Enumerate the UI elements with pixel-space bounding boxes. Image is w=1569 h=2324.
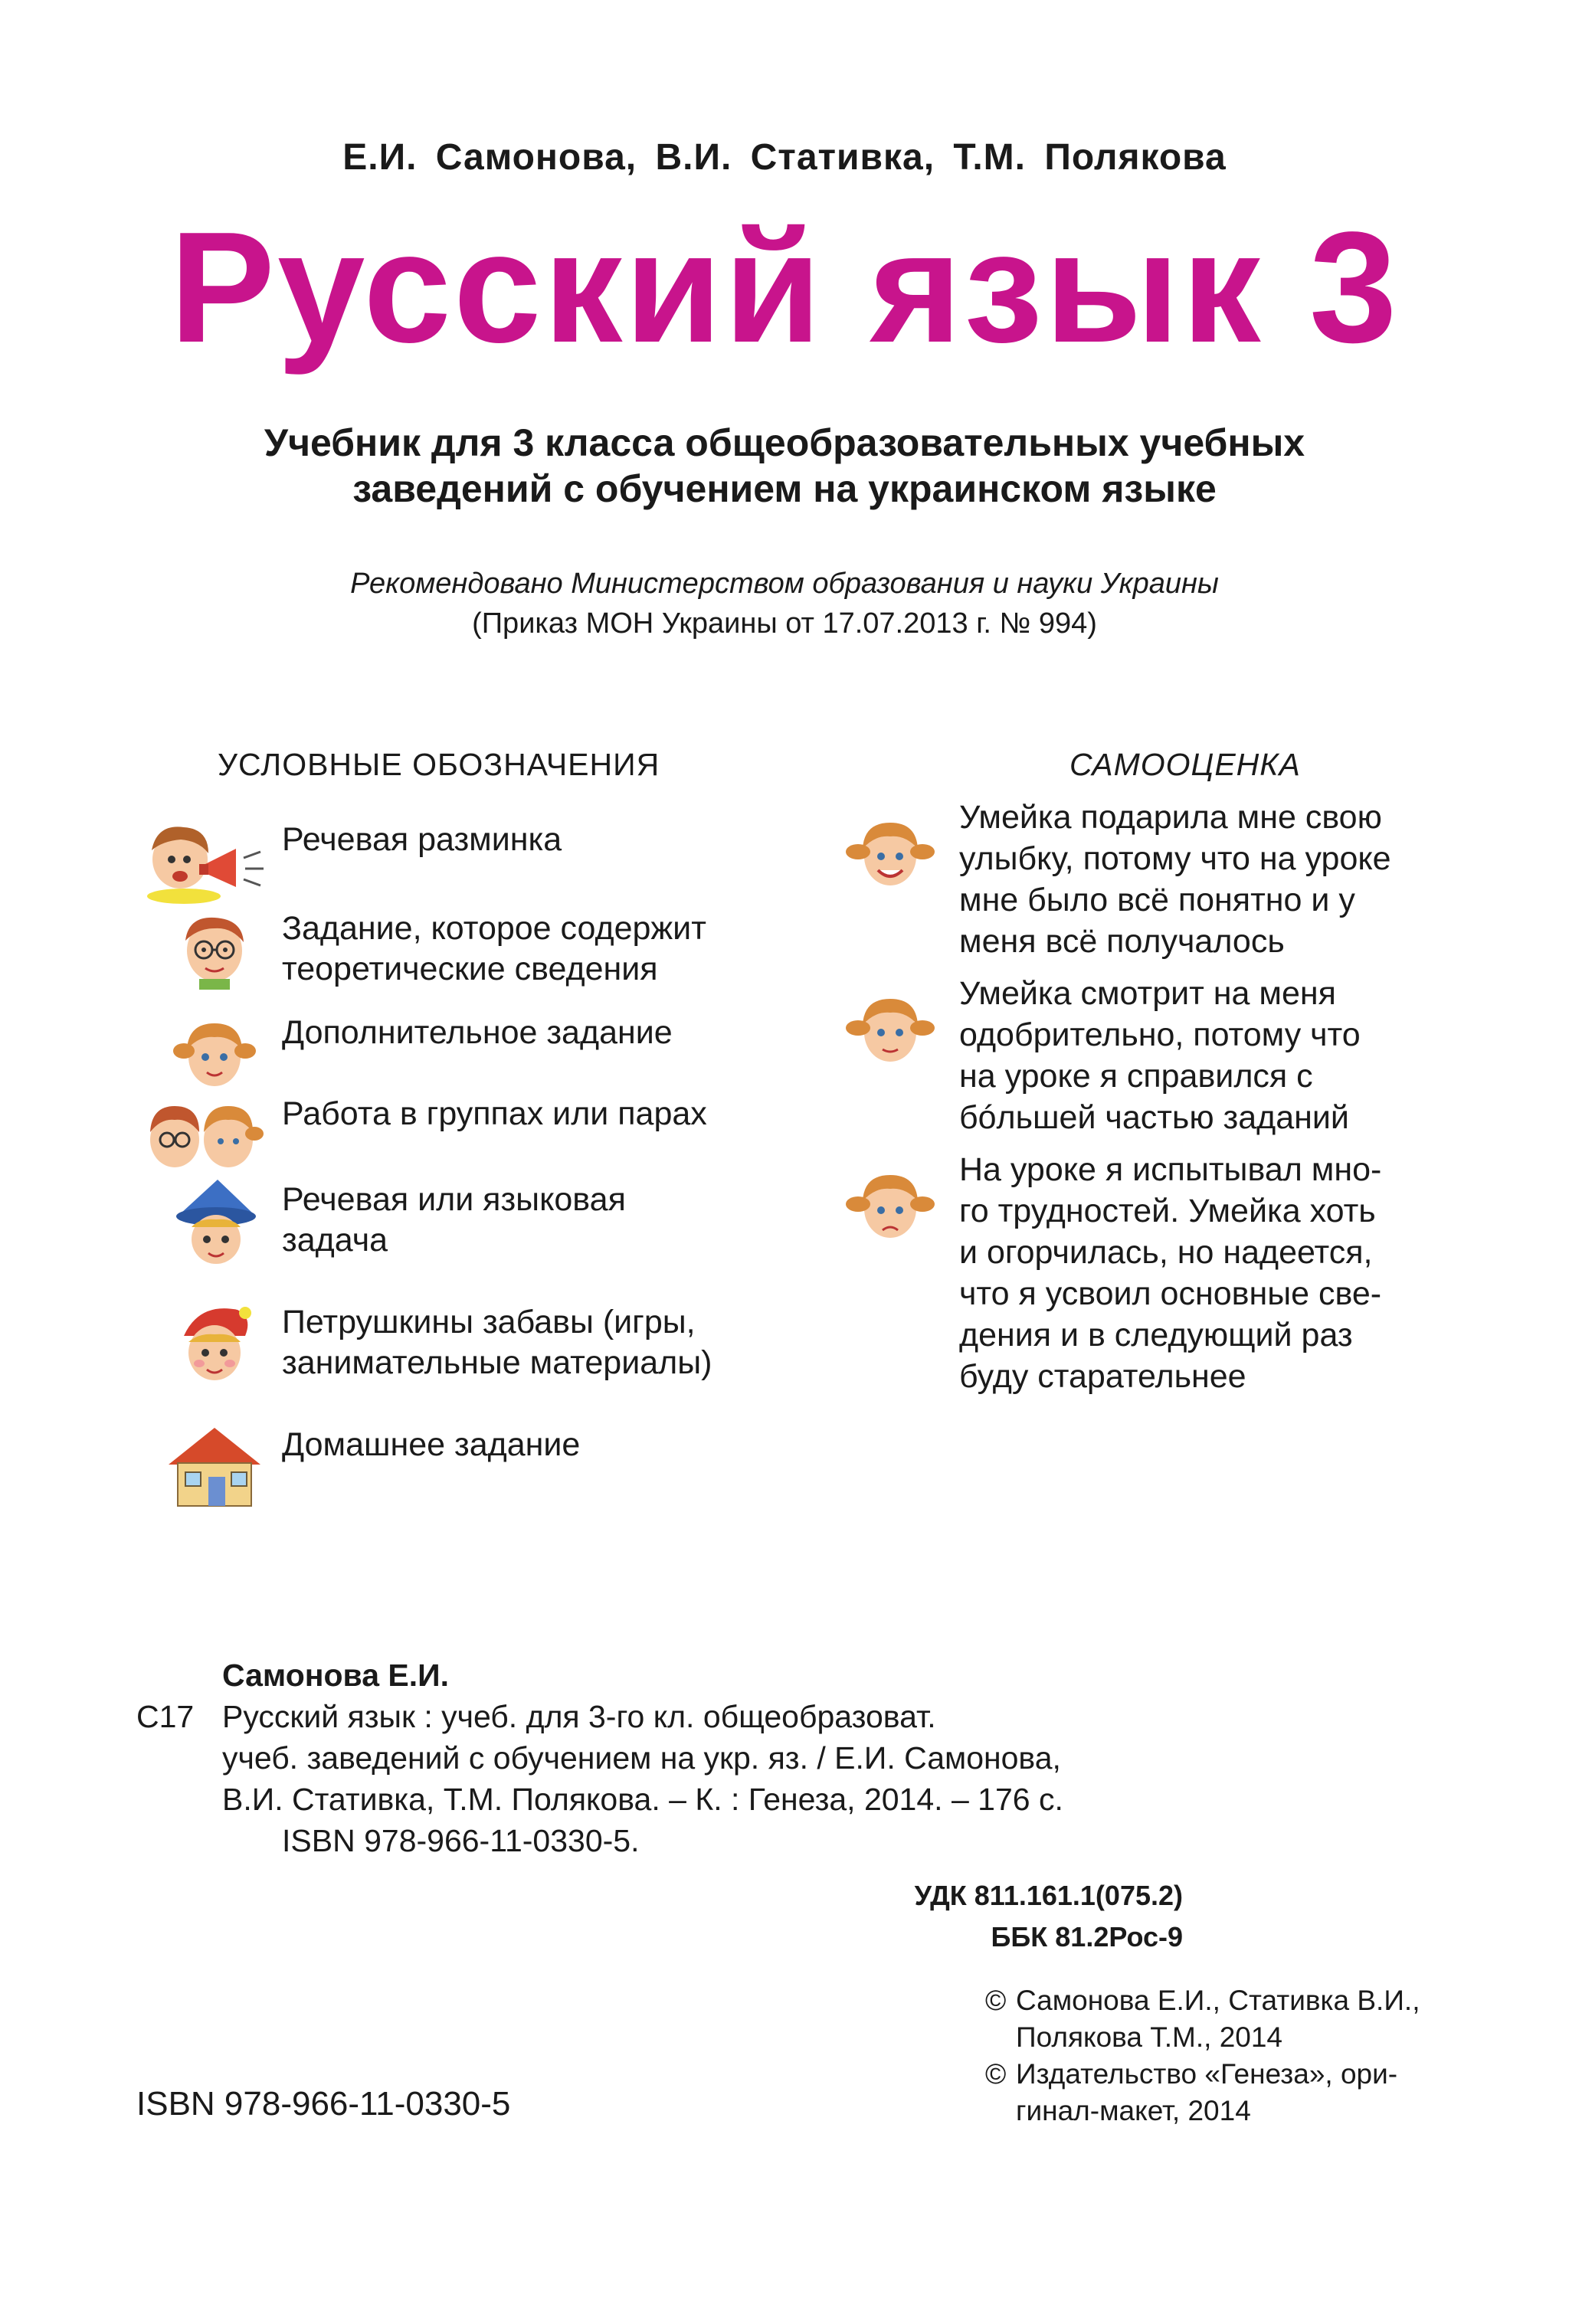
recommendation-block xyxy=(0,564,1569,643)
self-assessment-line: мне было всё понятно и у xyxy=(959,882,1355,918)
bibliography-line: учеб. заведений с обучением на укр. яз. / Е.И. Самонова, xyxy=(222,1740,1061,1776)
copyright-symbol: © xyxy=(985,2058,1007,2090)
bibliography-line: Русский язык : учеб. для 3-го кл. общеобразоват. xyxy=(222,1699,936,1734)
girl-sad-icon xyxy=(840,1164,939,1249)
legend-item-speech-warmup xyxy=(138,820,827,893)
legend-label xyxy=(282,820,864,860)
self-assessment-line: буду старательнее xyxy=(959,1358,1246,1395)
authors-line: Е.И. Самонова, В.И. Стативка, Т.М. Полякова xyxy=(342,137,1227,178)
self-assessment-text xyxy=(959,797,1446,962)
isbn-footer: ISBN 978-966-11-0330-5 xyxy=(136,2085,511,2123)
legend-label-line: занимательные материалы) xyxy=(282,1344,712,1381)
self-assessment-line: бóльшей частью заданий xyxy=(959,1099,1349,1136)
copyright-line: Самонова Е.И., Стативка В.И., xyxy=(1016,1985,1420,2016)
legend-label-line: Задание, которое содержит xyxy=(282,910,706,947)
legend-item-theory xyxy=(138,908,827,987)
self-assessment-line: Умейка смотрит на меня xyxy=(959,975,1336,1012)
legend-label-line: Домашнее задание xyxy=(282,1426,581,1463)
legend-label-line: Дополнительное задание xyxy=(282,1014,673,1051)
book-subtitle xyxy=(0,420,1569,512)
legend-item-petrushka-games xyxy=(138,1302,827,1381)
legend-label xyxy=(282,1302,864,1383)
bibliography-line: В.И. Стативка, Т.М. Полякова. – К. : Генеза, 2014. – 176 с. xyxy=(222,1782,1063,1817)
boy-megaphone-icon xyxy=(138,820,268,893)
recommendation-text: Рекомендовано Министерством образования и науки Украины xyxy=(350,568,1219,600)
bibliography-author: Самонова Е.И. xyxy=(222,1658,450,1693)
book-title: Русский язык 3 xyxy=(169,199,1400,375)
house-icon xyxy=(138,1425,268,1498)
legend-label-line: теоретические сведения xyxy=(282,951,658,987)
bibliography-code: С17 xyxy=(136,1699,195,1734)
glasses-boy-icon xyxy=(138,908,268,982)
legend-label xyxy=(282,908,864,990)
self-assessment-line: го трудностей. Умейка хоть xyxy=(959,1193,1376,1229)
self-assessment-heading: САМООЦЕНКА xyxy=(1069,747,1301,782)
red-cap-petrushka-icon xyxy=(138,1302,268,1376)
legend-label-line: Речевая или языковая xyxy=(282,1181,626,1218)
udk-code: УДК 811.161.1(075.2) xyxy=(914,1880,1183,1911)
self-assessment-line: На уроке я испытывал мно- xyxy=(959,1151,1382,1188)
legend-item-language-task xyxy=(138,1180,827,1259)
legend-item-group-work xyxy=(138,1094,827,1167)
self-assessment-line: одобрительно, потому что xyxy=(959,1016,1361,1053)
copyright-line: гинал-макет, 2014 xyxy=(1016,2095,1251,2126)
self-assessment-text xyxy=(959,973,1446,1138)
girl-pigtails-icon xyxy=(138,1013,268,1086)
copyright-line: Полякова Т.М., 2014 xyxy=(1016,2021,1283,2053)
legend-heading: УСЛОВНЫЕ ОБОЗНАЧЕНИЯ xyxy=(218,747,660,782)
legend-item-homework xyxy=(138,1425,827,1498)
self-assessment-line: улыбку, потому что на уроке xyxy=(959,840,1391,877)
girl-smiling-icon xyxy=(840,812,939,896)
legend-label xyxy=(282,1013,864,1053)
self-assessment-line: Умейка подарила мне свою xyxy=(959,799,1382,836)
self-assessment-line: что я усвоил основные све- xyxy=(959,1275,1382,1312)
self-assessment-line: дения и в следующий раз xyxy=(959,1317,1353,1353)
legend-label-line: Речевая разминка xyxy=(282,821,562,858)
self-assessment-line: и огорчилась, но надеется, xyxy=(959,1234,1373,1271)
order-text: (Приказ МОН Украины от 17.07.2013 г. № 994) xyxy=(472,607,1097,640)
girl-approving-icon xyxy=(840,988,939,1072)
bbk-code: ББК 81.2Рос-9 xyxy=(991,1921,1183,1952)
subtitle-line-1: Учебник для 3 класса общеобразовательных учебных xyxy=(264,421,1305,464)
two-children-icon xyxy=(138,1094,268,1167)
legend-label-line: задача xyxy=(282,1222,388,1259)
blue-hat-child-icon xyxy=(138,1180,268,1253)
legend-item-additional xyxy=(138,1013,827,1086)
self-assessment-line: на уроке я справился с xyxy=(959,1058,1313,1095)
legend-label xyxy=(282,1094,864,1134)
bibliography-isbn: ISBN 978-966-11-0330-5. xyxy=(282,1823,640,1858)
legend-label-line: Работа в группах или парах xyxy=(282,1095,707,1132)
subtitle-line-2: заведений с обучением на украинском языке xyxy=(352,467,1217,510)
legend-label xyxy=(282,1180,864,1261)
copyright-symbol: © xyxy=(985,1985,1007,2016)
self-assessment-text xyxy=(959,1149,1446,1397)
copyright-line: Издательство «Генеза», ори- xyxy=(1016,2058,1398,2090)
legend-label-line: Петрушкины забавы (игры, xyxy=(282,1304,696,1340)
self-assessment-line: меня всё получалось xyxy=(959,923,1285,960)
classification-codes xyxy=(915,1875,1183,1958)
legend-label xyxy=(282,1425,864,1465)
